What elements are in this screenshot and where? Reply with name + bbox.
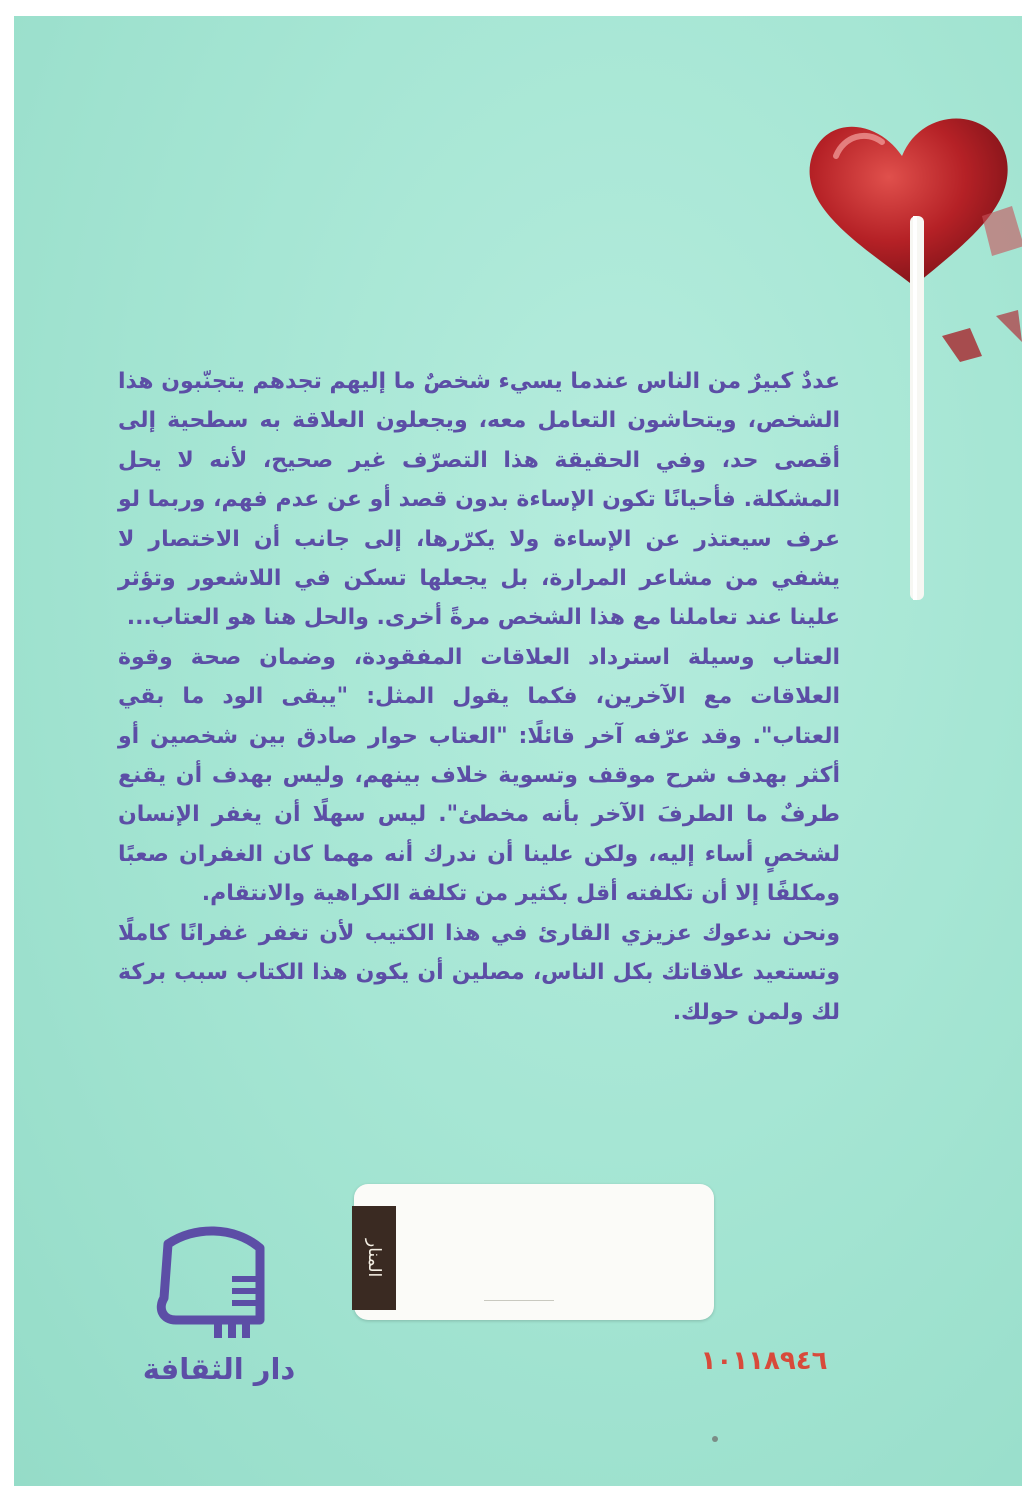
publisher-logo-icon [154, 1224, 274, 1340]
blurb-paragraph-1: عددٌ كبيرٌ من الناس عندما يسيء شخصٌ ما إليهم تجدهم يتجنّبون هذا الشخص، ويتحاشون التعامل معه، ويجعلون العلاقة به سطحية إلى أقصى حد، وفي الحقيقة هذا التصرّف غير صحيح، لأنه لا يحل المشكلة. فأحيانًا تكون الإساءة بدون قصد أو عن عدم فهم، وربما لو عرف سيعتذر عن الإساءة ولا يكرّرها، إلى جانب أن الاختصار لا يشفي من مشاعر المرارة، بل يجعلها تسكن في اللاشعور وتؤثر علينا عند تعاملنا مع هذا الشخص مرةً أخرى. والحل هنا هو العتاب... [118, 369, 840, 631]
print-speck [712, 1436, 718, 1442]
sticker-divider [484, 1300, 554, 1301]
barcode-number: ١٠١١٨٩٤٦ [700, 1346, 828, 1376]
sticker-label: المنار [352, 1206, 396, 1310]
back-cover [14, 16, 1022, 1486]
blurb-paragraph-3: ونحن ندعوك عزيزي القارئ في هذا الكتيب لأن تغفر غفرانًا كاملًا وتستعيد علاقاتك بكل الناس، مصلين أن يكون هذا الكتاب سبب بركة لك ولمن حولك. [118, 920, 840, 1025]
back-cover-blurb [118, 362, 840, 1032]
blurb-paragraph-2: العتاب وسيلة استرداد العلاقات المفقودة، وضمان صحة وقوة العلاقات مع الآخرين، فكما يقول المثل: "يبقى الود ما بقي العتاب". وقد عرّفه آخر قائلًا: "العتاب حوار صادق بين شخصين أو أكثر بهدف شرح موقف وتسوية خلاف بينهم، وليس بهدف أن يقنع طرفٌ ما الطرفَ الآخر بأنه مخطئ". ليس سهلًا أن يغفر الإنسان لشخصٍ أساء إليه، ولكن علينا أن ندرك أنه مهما كان الغفران صعبًا ومكلفًا إلا أن تكلفته أقل بكثير من تكلفة الكراهية والانتقام. [118, 644, 840, 907]
publisher-name: دار الثقافة [142, 1352, 296, 1386]
